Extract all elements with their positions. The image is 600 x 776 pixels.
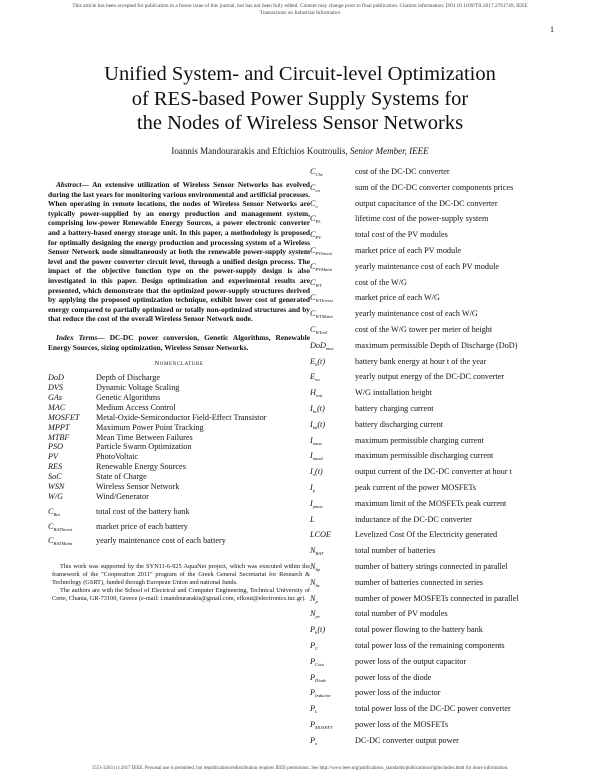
abbreviation-definition: Metal-Oxide-Semiconductor Field-Effect Transistor	[96, 412, 267, 422]
symbol: $C_{WTool}$	[310, 324, 328, 335]
symbol-row	[310, 717, 560, 733]
symbol-description: battery bank energy at hour t of the year	[355, 356, 487, 366]
symbol: $P_o$	[310, 735, 318, 746]
title-line-1: Unified System- and Circuit-level Optimization	[104, 63, 496, 85]
symbol: $C_{PV}$	[310, 230, 322, 241]
abbreviation-definition: PhotoVoltaic	[96, 452, 139, 462]
symbol: $H_{inst}$	[310, 388, 323, 399]
symbol-description: total number of PV modules	[355, 609, 448, 619]
symbol: $C_{Che}$	[310, 167, 323, 177]
symbol-description: power loss of the inductor	[355, 688, 441, 698]
index-terms-dash: —	[97, 332, 110, 342]
symbol: $I_{maxc}$	[310, 435, 323, 446]
symbol-row	[310, 306, 560, 322]
funding-footnote	[48, 563, 310, 603]
abbreviation-term: WSN	[48, 482, 65, 492]
symbol-description: yearly maintenance cost of each battery	[96, 536, 226, 546]
symbol: $C_{BATInvest}$	[48, 521, 73, 532]
abbreviation-definition: Maximum Power Point Tracking	[96, 422, 204, 432]
symbol: $C_{WTMaint}$	[310, 309, 333, 320]
symbol-description: yearly maintenance cost of each PV module	[355, 261, 499, 271]
symbol-description: output current of the DC-DC converter at hour t	[355, 467, 512, 477]
symbol: $C_{BATMaint}$	[48, 536, 73, 547]
symbol-description: yearly maintenance cost of each W/G	[355, 309, 478, 319]
symbol-description: maximum permissible Depth of Discharge (DoD)	[355, 340, 518, 350]
symbol-description: total power loss of the DC-DC power converter	[355, 704, 511, 714]
title-line-3: the Nodes of Wireless Sensor Networks	[136, 112, 464, 134]
abbreviation-term: MAC	[48, 402, 66, 412]
abbreviation-row	[48, 442, 310, 452]
symbol-row	[310, 401, 560, 417]
symbol-row	[310, 211, 560, 227]
author-membership: Senior Member, IEEE	[349, 146, 429, 156]
symbol: $C_{PVInvest}$	[310, 245, 333, 256]
symbol-description: maximum permissible charging current	[355, 435, 484, 445]
symbol-list-left	[48, 505, 310, 549]
symbol-description: total cost of the battery bank	[96, 506, 190, 516]
symbol: $C_{cn}$	[310, 182, 320, 193]
abbreviation-definition: Mean Time Between Failures	[96, 432, 193, 442]
symbol: $N_{BAT}$	[310, 546, 324, 557]
abbreviation-definition: Medium Access Control	[96, 402, 176, 412]
abbreviation-list	[48, 373, 310, 502]
abstract-dash: —	[81, 180, 93, 189]
abbreviation-definition: Particle Swarm Optimization	[96, 442, 192, 452]
symbol-row	[310, 654, 560, 670]
right-column	[310, 164, 560, 748]
symbol-description: power loss of the MOSFETs	[355, 719, 449, 729]
abstract-lead: Abstract	[56, 180, 82, 189]
symbol-row	[310, 385, 560, 401]
symbol: $I_{pmax}$	[310, 498, 323, 509]
symbol-row	[310, 527, 560, 543]
symbol-row	[310, 338, 560, 354]
symbol-description: total cost of the PV modules	[355, 230, 448, 240]
symbol: $I_{bc}(t)$	[310, 403, 325, 414]
symbol-row	[310, 591, 560, 607]
abbreviation-term: RES	[48, 462, 63, 472]
symbol-description: peak current of the power MOSFETs	[355, 482, 477, 492]
abbreviation-row	[48, 482, 310, 492]
symbol-description: cost of the DC-DC converter	[355, 167, 450, 176]
index-terms	[48, 333, 310, 352]
symbol-description: cost of the W/G	[355, 277, 407, 287]
symbol-row	[310, 164, 560, 180]
abstract	[48, 180, 310, 324]
symbol-row	[310, 559, 560, 575]
abbreviation-row	[48, 413, 310, 423]
symbol-description: DC-DC converter output power	[355, 735, 459, 745]
symbol: $P_C$	[310, 640, 319, 651]
symbol-row	[310, 496, 560, 512]
abbreviation-term: GAs	[48, 392, 63, 402]
symbol-row	[48, 534, 310, 549]
symbol: $C_{PVMaint}$	[310, 261, 333, 272]
author-names: Ioannis Mandourarakis and Eftichios Koutroulis,	[171, 146, 348, 156]
copyright-footer: 1551-3203 (c) 2017 IEEE. Personal use is permitted, but republication/redistribution requires IEEE permission. See http://www.ieee.org/publications_standards/publications/rights/index.html for more information.	[91, 766, 509, 771]
symbol: L	[310, 514, 315, 524]
symbol-description: maximum limit of the MOSFETs peak current	[355, 498, 507, 508]
page-number: 1	[550, 25, 554, 34]
symbol-row	[310, 638, 560, 654]
footnote-affiliation: The authors are with the School of Electrical and Computer Engineering, Technical University of Crete, Chania, GR-73100, Greece (e-mail: i.mandourarakis@gmail.com, efkout@electronics.tuc.gr).	[52, 587, 310, 603]
symbol-row	[310, 670, 560, 686]
symbol-description: maximum permissible discharging current	[355, 451, 494, 461]
symbol-description: market price of each PV module	[355, 245, 462, 255]
abbreviation-term: PV	[48, 452, 59, 462]
accepted-notice-header	[8, 3, 592, 17]
abbreviation-row	[48, 492, 310, 502]
symbol-description: market price of each battery	[96, 521, 188, 531]
left-column	[48, 180, 310, 603]
symbol-description: market price of each W/G	[355, 293, 440, 303]
title-line-2: of RES-based Power Supply Systems for	[131, 87, 469, 110]
symbol-row	[310, 512, 560, 528]
symbol: $C_{PL}$	[310, 214, 321, 225]
index-terms-text: DC-DC power conversion, Genetic Algorithms, Renewable Energy Sources, sizing optimization, Wireless Sensor Networks.	[48, 332, 310, 352]
symbol: $I_p$	[310, 482, 316, 493]
symbol: $C_{Bat}$	[48, 506, 60, 517]
symbol-description: cost of the W/G tower per meter of height	[355, 324, 493, 334]
symbol: $N_p$	[310, 593, 318, 604]
abbreviation-definition: Wind/Generator	[96, 491, 149, 501]
symbol-row	[310, 196, 560, 212]
symbol: $N_{bs}$	[310, 577, 320, 588]
abbreviation-term: DoD	[48, 373, 64, 383]
abbreviation-row	[48, 433, 310, 443]
symbol: $P_{Cout}$	[310, 656, 324, 667]
abbreviation-row	[48, 472, 310, 482]
symbol-row	[310, 701, 560, 717]
symbol: LCOE	[310, 530, 331, 540]
abbreviation-definition: Genetic Algorithms	[96, 392, 161, 402]
symbol-row	[310, 243, 560, 259]
symbol-description: W/G installation height	[355, 388, 432, 398]
symbol-description: inductance of the DC-DC converter	[355, 514, 472, 524]
symbol-row	[310, 606, 560, 622]
symbol-row	[310, 480, 560, 496]
symbol: $P_{MOSFET}$	[310, 719, 333, 730]
symbol: $P_b(t)$	[310, 625, 326, 636]
abbreviation-term: DVS	[48, 383, 64, 392]
author-line	[40, 145, 560, 157]
symbol-list-right	[310, 164, 560, 748]
abbreviation-definition: Renewable Energy Sources	[96, 462, 186, 472]
symbol-row	[310, 322, 560, 338]
symbol-description: total number of batteries	[355, 546, 436, 556]
abbreviation-definition: State of Charge	[96, 472, 147, 482]
symbol: $C_{WT}$	[310, 277, 322, 288]
symbol-description: power loss of the diode	[355, 672, 432, 682]
abbreviation-row	[48, 462, 310, 472]
abbreviation-term: MPPT	[48, 422, 70, 432]
symbol: $I_o(t)$	[310, 467, 323, 478]
symbol-row	[310, 464, 560, 480]
footnote-funding: This work was supported by the SYN11-6-925 AquaNet project, which was executed within the framework of the "Cooperation 2011" program of the Greek General Secretariat for Research & Technology (GSRT), funded through European Union and national funds.	[52, 563, 310, 587]
symbol: $P_L$	[310, 704, 318, 715]
symbol: $E_b(t)$	[310, 356, 326, 367]
symbol-row	[310, 180, 560, 196]
symbol-description: number of power MOSFETs connected in parallel	[355, 593, 519, 603]
symbol: $P_{Inductor}$	[310, 688, 331, 699]
symbol-row	[310, 369, 560, 385]
symbol-row	[310, 290, 560, 306]
paper-title	[40, 62, 560, 136]
accepted-notice-line2: Transactions on Industrial Informatics	[259, 10, 341, 16]
abbreviation-term: PSO	[48, 442, 64, 452]
abbreviation-term: W/G	[48, 491, 64, 501]
abbreviation-definition: Depth of Discharge	[96, 373, 160, 383]
abbreviation-row	[48, 403, 310, 413]
symbol-description: output capacitance of the DC-DC converter	[355, 198, 498, 208]
abbreviation-definition: Wireless Sensor Network	[96, 482, 180, 492]
symbol-description: battery charging current	[355, 403, 434, 413]
symbol: $P_{Diode}$	[310, 672, 327, 683]
abbreviation-row	[48, 452, 310, 462]
abstract-text: An extensive utilization of Wireless Sensor Networks has evolved during the last years for monitoring various environmental and artificial processes. When operating in remote locations, the nodes of Wireless Sensor Networks are typically power-supplied by an energy production and management system, comprising low-power Renewable Energy Sources, a power electronic converter and a battery-based energy storage unit. In this paper, a methodology is proposed for optimally designing the energy production and processing system of a Wireless Sensor Network node simultaneously at both the renewable power-supply system level and the power converter circuit level, through a unified design process. The impact of the objective function type on the power-supply design is also investigated in this paper. Design optimization and experimental results are presented, which demonstrate that the optimized power-supply structures derived by applying the proposed optimization technique, exhibit lower cost of generated energy compared to partially optimized or totally non-optimized structures and by that reduce the cost of the overall Wireless Sensor Network node.	[48, 180, 310, 324]
symbol-row	[310, 259, 560, 275]
symbol-description: total power loss of the remaining components	[355, 640, 505, 650]
symbol-description: Levelized Cost Of the Electricity generated	[355, 530, 498, 540]
symbol-row	[310, 733, 560, 749]
symbol-description: battery discharging current	[355, 419, 444, 429]
symbol-row	[310, 448, 560, 464]
symbol-description: sum of the DC-DC converter components prices	[355, 182, 514, 192]
symbol-description: number of batteries connected in series	[355, 577, 483, 587]
abbreviation-definition: Dynamic Voltage Scaling	[96, 383, 180, 392]
symbol-row	[310, 575, 560, 591]
abbreviation-row	[48, 393, 310, 403]
symbol-description: total power flowing to the battery bank	[355, 625, 483, 635]
symbol-row	[310, 275, 560, 291]
index-terms-lead: Index Terms	[56, 332, 98, 342]
accepted-notice-line1: This article has been accepted for publication in a future issue of this journal, but has not been fully edited. Content may change prior to final publication. Citation information: DOI 10.1109/TII.2017.2761749, IEEE	[72, 3, 528, 9]
symbol-row	[310, 622, 560, 638]
abbreviation-row	[48, 373, 310, 383]
symbol-row	[310, 417, 560, 433]
symbol: $I_{maxd}$	[310, 451, 323, 462]
symbol: $N_{bp}$	[310, 561, 321, 572]
abbreviation-row	[48, 383, 310, 393]
symbol-row	[310, 227, 560, 243]
symbol: $I_{bd}(t)$	[310, 419, 326, 430]
symbol-row	[310, 543, 560, 559]
symbol-description: lifetime cost of the power-supply system	[355, 214, 489, 224]
symbol-row	[310, 433, 560, 449]
symbol-row	[310, 354, 560, 370]
symbol: $C_{WTInvest}$	[310, 293, 333, 304]
symbol: DoD$_{max}$	[310, 340, 334, 351]
symbol-description: yearly output energy of the DC-DC converter	[355, 372, 504, 382]
nomenclature-heading: Nomenclature	[154, 360, 204, 368]
symbol-row	[48, 505, 310, 520]
symbol-description: number of battery strings connected in parallel	[355, 561, 508, 571]
symbol-row	[48, 520, 310, 535]
symbol-row	[310, 685, 560, 701]
abbreviation-term: MOSFET	[48, 412, 80, 422]
symbol-description: power loss of the output capacitor	[355, 656, 467, 666]
abbreviation-term: SoC	[48, 472, 62, 482]
symbol: $C_o$	[310, 198, 318, 209]
symbol: $N_{pv}$	[310, 609, 320, 620]
symbol: $E_{oa}$	[310, 372, 320, 383]
abbreviation-row	[48, 423, 310, 433]
abbreviation-term: MTBF	[48, 432, 70, 442]
